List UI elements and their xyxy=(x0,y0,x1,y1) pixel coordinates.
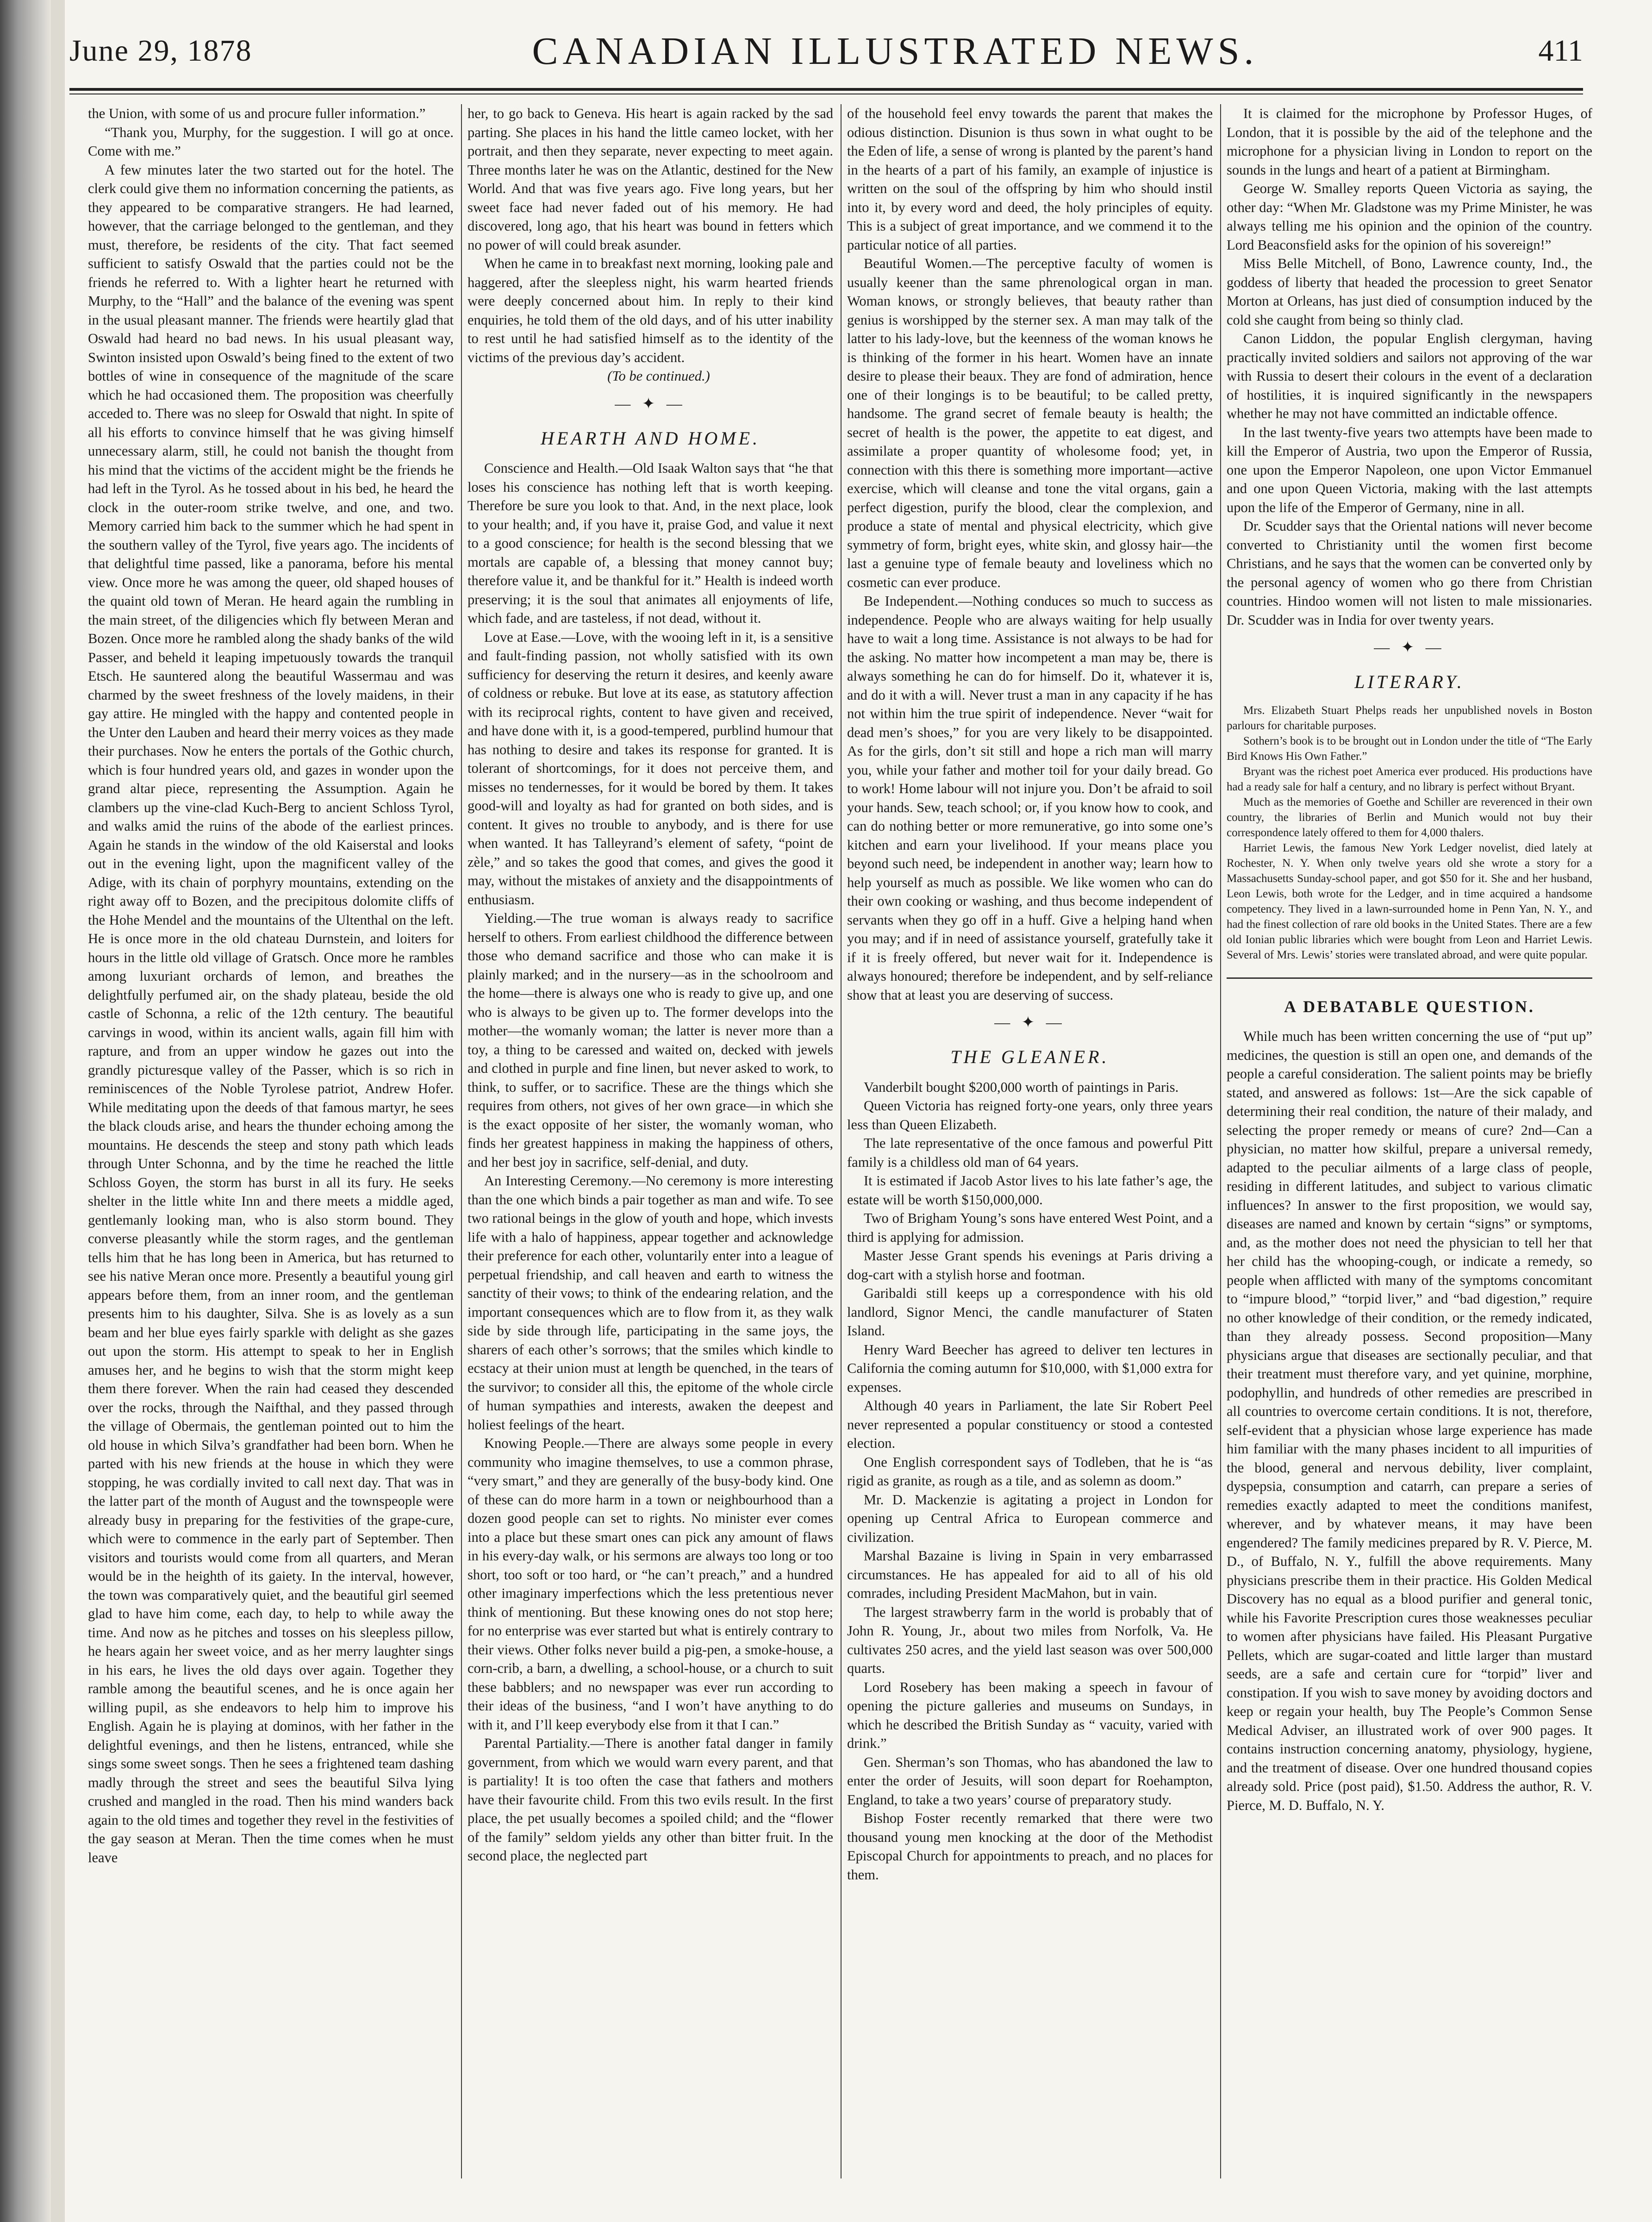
literary-notes xyxy=(1227,703,1592,963)
paragraph: Be Independent.—Nothing conduces so much to success as independence. People who are always waiting for help usually have to wait a long time. Assistance is not always to be had for the asking. No matter how incompetent a man may be, there is always something he can do for himself. Do it, whatever it is, and do it with a will. Never trust a man in any capacity if he has not within him the true spirit of independence. Never “wait for dead men’s shoes,” for you are very likely to be disappointed. As for the girls, don’t sit still and hope a rich man will marry you, while your father and mother toil for your daily bread. Go to work! Home labour will not injure you. Don’t be afraid to soil your hands. Sew, teach school; or, if you know how to cook, and can do nothing better or more remunerative, go into some one’s kitchen and earn your livelihood. If your means place you beyond such need, be independent in another way; learn how to help yourself as much as possible. We like women who can do their own cooking or washing, and thus become independent of servants when they go off in a huff. Give a helping hand when you may; and if in need of assistance yourself, gratefully take it if it is freely offered, but never wait for it. Independence is always honoured; therefore be independent, and by self-reliance show that at least you are deserving of success. xyxy=(847,593,1213,1003)
paragraph: of the household feel envy towards the parent that makes the odious distinction. Disunion is thus sown in what ought to be the Eden of life, a sense of wrong is planted by the parent’s hand in the hearts of a part of his family, an example of injustice is written on the soul of the offspring by him who should instil into it, by every word and deed, the holy principles of equity. This is a subject of great importance, and we commend it to the particular notice of all parties. xyxy=(847,106,1213,253)
paragraph: Dr. Scudder says that the Oriental nations will never become converted to Christianity until the women first become Christians, and he says that the women can be converted only by the personal agency of women who go there from Christian countries. Hindoo women will not listen to male missionaries. Dr. Scudder was in India for over twenty years. xyxy=(1227,518,1592,628)
to-be-continued: (To be continued.) xyxy=(607,368,710,384)
paragraph: Garibaldi still keeps up a correspondence with his old landlord, Signor Menci, the candle manufacturer of Staten Island. xyxy=(847,1285,1213,1339)
paragraph: Sothern’s book is to be brought out in London under the title of “The Early Bird Knows His Own Father.” xyxy=(1227,734,1592,763)
paragraph: Henry Ward Beecher has agreed to deliver ten lectures in California the coming autumn for $10,000, with $1,000 extra for expenses. xyxy=(847,1341,1213,1395)
paragraph: her, to go back to Geneva. His heart is again racked by the sad parting. She places in his hand the little cameo locket, with her portrait, and then they separate, never expecting to meet again. Three months later he was on the Atlantic, destined for the New World. And that was five years ago. Five long years, but her sweet face had never faded out of his memory. He had discovered, long ago, that his heart was bound in fetters which no power of will could break asunder. xyxy=(468,106,833,253)
ornament-divider: — ✦ — xyxy=(994,1014,1066,1031)
paragraph: When he came in to breakfast next morning, looking pale and haggered, after the sleepless night, his warm hearted friends were deeply concerned about him. In reply to their kind enquiries, he told them of the old days, and of his utter inability to rest until he had satisfied himself as to the identity of the victims of the previous day’s accident. xyxy=(468,256,833,365)
column-3 xyxy=(847,104,1213,2178)
paragraph: Beautiful Women.—The perceptive faculty of women is usually keener than the same phrenological organ in man. Woman knows, or strongly believes, that beauty rather than genius is worshipped by the sterner sex. A man may talk of the latter to his lady-love, but the keenness of the woman knows he is thinking of the former in his heart. Women have an innate desire to please their beaux. They are fond of admiration, hence one of their longings is to be beautiful; to be called pretty, handsome. The grand secret of female beauty is health; the secret of health is the power, the appetite to eat digest, and assimilate a proper quantity of wholesome food; yet, in connection with this there is something more important—active exercise, which will cleanse and tone the vital organs, gain a perfect digestion, purify the blood, clear the complexion, and produce a state of mental and physical electricity, which give symmetry of form, bright eyes, white skin, and glossy hair—the last a genuine type of female beauty and loveliness which no cosmetic can ever produce. xyxy=(847,256,1213,590)
paragraph: Canon Liddon, the popular English clergyman, having practically invited soldiers and sailors not approving of the war with Russia to desert their colours in the event of a declaration of hostilities, it is inquired significantly in the newspapers whether he may not have committed an indictable offence. xyxy=(1227,331,1592,421)
paragraph: A few minutes later the two started out for the hotel. The clerk could give them no information concerning the patients, as they appeared to be comparative strangers. He had learned, however, that the carriage belonged to the gentleman, and they must, therefore, be residents of the city. That fact seemed sufficient to satisfy Oswald that the parties could not be the friends he referred to. With a lighter heart he returned with Murphy, to the “Hall” and the balance of the evening was spent in the usual pleasant manner. The friends were heartily glad that Oswald had heard no bad news. In his usual pleasant way, Swinton insisted upon Oswald’s being fined to the extent of two bottles of wine in consequence of the magnitude of the scare which he had occasioned them. The proposition was cheerfully acceded to. There was no sleep for Oswald that night. In spite of all his efforts to convince himself that he was giving himself unnecessary alarm, still, he could not banish the thought from his mind that the victims of the accident might be the friends he had left in the Tyrol. As he tossed about in his bed, he heard the clock in the outer-room strike twelve, and one, and two. Memory carried him back to the summer which he had spent in the southern valley of the Tyrol, five years ago. The incidents of that delightful time passed, like a panorama, before his mental view. Once more he was among the queer, old shaped houses of the quaint old town of Meran. He heard again the rumbling in the main street, of the diligencies which fly between Meran and Bozen. Once more he rambled along the shady banks of the wild Passer, and beheld it leaping impetuously towards the tranquil Etsch. He sauntered along the beautiful Wassermau and was charmed by the sweet freshness of the lovely maidens, in their gay attire. He mingled with the happy and contented people in the Unter den Lauben and heard their merry voices as they made their purchases. Now he enters the portals of the Gothic church, which is four hundred years old, and gazes in wonder upon the grand altar piece, representing the Assumption. Again he clambers up the vine-clad Kuch-Berg to ancient Schloss Tyrol, and walks amid the ruins of the abode of the earliest princes. Again he stands in the window of the old Kaiserstal and looks out in the evening light, upon the magnificent valley of the Adige, with its chain of porphyry mountains, extending on the right away off to Bozen, and the precipitous dolomite cliffs of the Hohe Mendel and the mountains of the Ultenthal on the left. He is once more in the old chateau Durnstein, and loiters for hours in the little old village of Gratsch. Once more he rambles among luxuriant orchards of lemon, and breathes the delightfully perfumed air, on the shady plateau, beside the old castle of Schonna, a relic of the 12th century. The beautiful carvings in wood, within its ancient walls, again fill him with rapture, and from an upper window he gazes out into the grandly picturesque valley of the Passer, which is so rich in reminiscences of the Noble Tyrolese patriot, Andrew Hofer. While meditating upon the deeds of that famous martyr, he sees the black clouds arise, and hears the thunder echoing among the mountains. He descends the steep and stony path which leads through Unter Schonna, and by the time he reached the little Schloss Goyen, the storm has burst in all its fury. He seeks shelter in the little white Inn and there meets a middle aged, gentlemanly looking man, who is also storm bound. They converse pleasantly while the storm rages, and the gentleman tells him that he has long been in America, but has returned to see his native Meran once more. Presently a beautiful young girl appears before them, from an inner room, and the gentleman presents him to his daughter, Silva. She is as lovely as a sun beam and her blue eyes fairly sparkle with delight as she gazes out upon the storm. His attempt to speak to her in English amuses her, and he begins to wish that the storm might keep them there forever. When the rain had ceased they descended over the rocks, through the Naifthal, and they passed through the village of Obermais, the gentleman pointed out to him the old house in which Silva’s grandfather had been born. When he parted with his new friends at the house in which they were stopping, he was cordially invited to call next day. That was in the latter part of the month of August and the townspeople were already busy in preparing for the festivities of the grape-cure, which were to commence in the early part of September. Then visitors and tourists would come from all quarters, and Meran would be in the heighth of its gaiety. In the interval, however, the town was comparatively quiet, and the beautiful girl seemed glad to have him come, each day, to help to while away the time. And now as he pitches and tosses on his sleepless pillow, he hears again her sweet voice, and as her merry laughter sings in his ears, he lives the old days over again. Together they ramble among the beautiful scenes, and he is once again her willing pupil, as she endeavors to help him to improve his English. Again he is playing at dominos, with her father in the delightful evenings, and then he listens, entranced, while she sings some sweet songs. Then he sees a frightened team dashing madly through the street and sees the beautiful Silva lying crushed and mangled in the road. Then his mind wanders back again to the old times and together they revel in the festivities of the gay season at Meran. Then the time comes when he must leave xyxy=(88,162,454,1865)
story-continuation xyxy=(88,104,454,1867)
paragraph: It is claimed for the microphone by Professor Huges, of London, that it is possible by the aid of the telephone and the microphone for a physician living in London to report on the sounds in the lungs and heart of a patient at Birmingham. xyxy=(1227,106,1592,178)
paragraph: Two of Brigham Young’s sons have entered West Point, and a third is applying for admission. xyxy=(847,1210,1213,1245)
column-1 xyxy=(88,104,454,2178)
section-rule xyxy=(1227,977,1592,982)
paragraph: Miss Belle Mitchell, of Bono, Lawrence county, Ind., the goddess of liberty that headed the procession to greet Senator Morton at Orleans, has just died of consumption induced by the cold she caught from being so thinly clad. xyxy=(1227,256,1592,328)
scan-margin xyxy=(51,0,65,2222)
paragraph: Queen Victoria has reigned forty-one years, only three years less than Queen Elizabeth. xyxy=(847,1098,1213,1133)
paragraph: Knowing People.—There are always some people in every community who imagine themselves, to use a common phrase, “very smart,” and they are generally of the busy-body kind. One of these can do more harm in a town or neighbourhood than a dozen good people can set to rights. No minister ever comes into a place but these smart ones can pick any amount of flaws in his every-day walk, or his sermons are always too long or too short, too soft or too hard, or “he can’t preach,” and a hundred other imaginary imperfections which the less pretentious never think of mentioning. But these knowing ones do not stop here; for no enterprise was ever started but what is entirely contrary to their views. Other folks never build a pig-pen, a smoke-house, a corn-crib, a barn, a dwelling, a school-house, or a church to suit these babblers; and no newspaper was ever run according to their ideas of the business, “and I won’t have anything to do with it, and I’ll keep everybody else from it that I can.” xyxy=(468,1435,833,1733)
column-rule xyxy=(461,104,462,2178)
paragraph: Although 40 years in Parliament, the late Sir Robert Peel never represented a popular constituency or stood a contested election. xyxy=(847,1398,1213,1451)
paragraph: One English correspondent says of Todleben, that he is “as rigid as granite, as rough as a tile, and as solemn as doom.” xyxy=(847,1454,1213,1489)
paragraph: While much has been written concerning the use of “put up” medicines, the question is still an open one, and demands of the people a careful consideration. The salient points may be briefly stated, and answered as follows: 1st—Are the sick capable of determining their real condition, the nature of their malady, and selecting the proper remedy or means of cure? 2nd—Can a physician, no matter how skilful, prepare a universal remedy, adapted to the peculiar ailments of a large class of people, residing in different latitudes, and subject to various climatic influences? In answer to the first proposition, we would say, diseases are named and known by certain “signs” or symptoms, and, as the mother does not need the physician to tell her that her child has the whooping-cough, or indicate a remedy, so people when afflicted with many of the symptoms concomitant to “impure blood,” “torpid liver,” and “bad digestion,” require no other knowledge of their condition, or the remedy indicated, than they already possess. Second proposition—Many physicians argue that diseases are sectionally peculiar, and that their treatment must therefore vary, and yet quinine, morphine, podophyllin, and hundreds of other remedies are prescribed in all countries to overcome certain conditions. It is not, therefore, self-evident that a physician whose large experience has made him familiar with the many phases incident to all impurities of the blood, general and nervous debility, liver complaint, dyspepsia, consumption and catarrh, can prepare a series of remedies exactly adapted to meet the conditions manifest, wherever, and by whatever means, it may have been engendered? The family medicines prepared by R. V. Pierce, M. D., of Buffalo, N. Y., fulfill the above requirements. Many physicians prescribe them in their practice. His Golden Medical Discovery has no equal as a blood purifier and general tonic, while his Favorite Prescription cures those weaknesses peculiar to women after physicians have failed. His Pleasant Purgative Pellets, which are sugar-coated and little larger than mustard seeds, are a safe and certain cure for “torpid” liver and constipation. If you wish to save money by avoiding doctors and keep or regain your health, buy The People’s Common Sense Medical Adviser, an illustrated work of over 900 pages. It contains instruction concerning anatomy, physiology, hygiene, and the treatment of disease. Over one hundred thousand copies already sold. Price (post paid), $1.50. Address the author, R. V. Pierce, M. D. Buffalo, N. Y. xyxy=(1227,1028,1592,1813)
paragraph: The late representative of the once famous and powerful Pitt family is a childless old man of 64 years. xyxy=(847,1135,1213,1170)
column-2 xyxy=(468,104,833,2178)
paragraph: the Union, with some of us and procure fuller information.” xyxy=(88,106,426,121)
paragraph: Bryant was the richest poet America ever produced. His productions have had a ready sale for half a century, and no library is perfect without Bryant. xyxy=(1227,765,1592,793)
masthead xyxy=(69,23,1583,79)
column-rule xyxy=(1220,104,1221,2178)
paragraph: The largest strawberry farm in the world is probably that of John R. Young, Jr., about two miles from Norfolk, Va. He cultivates 250 acres, and the yield last season was over 500,000 quarts. xyxy=(847,1604,1213,1676)
story-end xyxy=(468,104,833,367)
paragraph: Mr. D. Mackenzie is agitating a project in London for opening up Central Africa to European commerce and civilization. xyxy=(847,1491,1213,1545)
scan-binding-shadow xyxy=(0,0,51,2222)
page-number: 411 xyxy=(1538,34,1583,68)
issue-date: June 29, 1878 xyxy=(69,34,252,68)
paragraph: Marshal Bazaine is living in Spain in very embarrassed circumstances. He has appealed for aid to all of his old comrades, including President MacMahon, but in vain. xyxy=(847,1548,1213,1601)
paragraph: Mrs. Elizabeth Stuart Phelps reads her unpublished novels in Boston parlours for charitable purposes. xyxy=(1227,704,1592,732)
debatable-question-article xyxy=(1227,1027,1592,1815)
ornament-divider: — ✦ — xyxy=(615,395,686,413)
paragraph: Master Jesse Grant spends his evenings at Paris driving a dog-cart with a stylish horse and footman. xyxy=(847,1248,1213,1283)
paragraph: In the last twenty-five years two attempts have been made to kill the Emperor of Austria, two upon the Emperor of Russia, one upon the Emperor Napoleon, one upon Victor Emmanuel and one upon Queen Victoria, making with the last attempts upon the life of the Emperor of Germany, nine in all. xyxy=(1227,424,1592,515)
paragraph: Harriet Lewis, the famous New York Ledger novelist, died lately at Rochester, N. Y. When only twelve years old she wrote a story for a Massachusetts Sunday-school paper, and got $50 for it. She and her husband, Leon Lewis, both wrote for the Ledger, and in time acquired a handsome competency. They lived in a lawn-surrounded home in Penn Yan, N. Y., and had the finest collection of rare old books in the United States. There are a few old Ionian public libraries which were bought from Leon and Harriet Lewis. Several of Mrs. Lewis’ stories were translated abroad, and were quite popular. xyxy=(1227,841,1592,961)
ornament-divider: — ✦ — xyxy=(1374,639,1445,656)
gleaner-items xyxy=(847,1078,1213,1884)
paragraph: Love at Ease.—Love, with the wooing left in it, is a sensitive and fault-finding passion, not wholly satisfied with its own sufficiency for deserving the return it desires, and keenly aware of coldness or rebuke. But love at its ease, as statutory affection with its reciprocal rights, content to have given and received, and have done with it, is a good-tempered, purblind humour that has nothing to desire and takes its response for granted. It is tolerant of shortcomings, for it does not perceive them, and misses no tendernesses, for it would be bored by them. It takes good-will and loyalty as had for granted on both sides, and is content. It gives no trouble to anybody, and is there for use when wanted. It has Talleyrand’s element of safety, “point de zèle,” and so takes the good that comes, and gives the good it may, without the mistakes of anxiety and the disappointments of enthusiasm. xyxy=(468,629,833,908)
paragraph: An Interesting Ceremony.—No ceremony is more interesting than the one which binds a pair together as man and wife. To see two rational beings in the glow of youth and hope, which invests life with a halo of happiness, appear together and acknowledge their preference for each other, voluntarily enter into a league of perpetual friendship, and call heaven and earth to witness the sanctity of their vows; to think of the endearing relation, and the important consequences which are to flow from it, as they walk side by side through life, participating in the same joys, the sharers of each other’s sorrows; that the smiles which kindle to ecstacy at their union must at length be quenched, in the tears of the survivor; to consider all this, the epitome of the whole circle of human sympathies and interests, awaken the deepest and holiest feelings of the heart. xyxy=(468,1173,833,1433)
newspaper-title: CANADIAN ILLUSTRATED NEWS. xyxy=(532,29,1259,73)
column-4 xyxy=(1227,104,1592,2178)
section-heading-the-gleaner: THE GLEANER. xyxy=(950,1046,1110,1067)
paragraph: Conscience and Health.—Old Isaak Walton says that “he that loses his conscience has nothing left that is worth keeping. Therefore be sure you look to that. And, in the next place, look to your health; and, if you have it, praise God, and value it next to a good conscience; for health is the second blessing that we mortals are capable of, a blessing that money cannot buy; therefore value it, and be thankful for it.” Health is indeed worth preserving; it is the soul that animates all enjoyments of life, which fade, and are tasteless, if not dead, without it. xyxy=(468,460,833,626)
gleaner-items-continued xyxy=(1227,104,1592,629)
paragraph: “Thank you, Murphy, for the suggestion. I will go at once. Come with me.” xyxy=(88,124,454,159)
paragraph: Much as the memories of Goethe and Schiller are reverenced in their own country, the libraries of Berlin and Munich would not buy their correspondence lately offered to them for 4,000 thalers. xyxy=(1227,795,1592,839)
paragraph: George W. Smalley reports Queen Victoria as saying, the other day: “When Mr. Gladstone was my Prime Minister, he was always telling me his opinion and the opinion of the country. Lord Beaconsfield asks for the opinion of his sovereign!” xyxy=(1227,181,1592,253)
paragraph: Bishop Foster recently remarked that there were two thousand young men knocking at the door of the Methodist Episcopal Church for appointments to preach, and no places for them. xyxy=(847,1810,1213,1883)
paragraph: Gen. Sherman’s son Thomas, who has abandoned the law to enter the order of Jesuits, will soon depart for Roehampton, England, to take a two years’ course of preparatory study. xyxy=(847,1754,1213,1808)
masthead-rule xyxy=(69,88,1583,91)
section-heading-debatable-question: A DEBATABLE QUESTION. xyxy=(1284,997,1535,1016)
paragraph: Yielding.—The true woman is always ready to sacrifice herself to others. From earliest childhood the difference between those who demand sacrifice and those who can make it is plainly marked; and in the nursery—as in the schoolroom and the home—there is always one who is ready to give up, and one who is always to be given up to. The former develops into the mother—the womanly woman; the latter is never more than a toy, a thing to be caressed and waited on, decked with jewels and clothed in purple and fine linen, but never asked to work, to think, to suffer, or to sacrifice. These are the things which she requires from others, not gives of her own grace—in which she is the exact opposite of her sister, the womanly woman, who finds her greatest happiness in making the happiness of others, and her best joy in sacrifice, self-denial, and duty. xyxy=(468,910,833,1170)
paragraph: Lord Rosebery has been making a speech in favour of opening the picture galleries and museums on Sundays, in which he described the British Sunday as “ vacuity, varied with drink.” xyxy=(847,1679,1213,1751)
hearth-and-home-articles xyxy=(468,459,833,1865)
paragraph: Vanderbilt bought $200,000 worth of paintings in Paris. xyxy=(864,1079,1179,1095)
paragraph: Parental Partiality.—There is another fatal danger in family government, from which we would warn every parent, and that is partiality! It is too often the case that fathers and mothers have their favourite child. From this two evils result. In the first place, the pet usually becomes a spoiled child; and the “flower of the family” seldom yields any other than bitter fruit. In the second place, the neglected part xyxy=(468,1735,833,1864)
hearth-and-home-continued xyxy=(847,104,1213,1004)
column-rule xyxy=(841,104,842,2178)
section-heading-literary: LITERARY. xyxy=(1354,671,1465,692)
section-heading-hearth-and-home: HEARTH AND HOME. xyxy=(540,427,761,449)
paragraph: It is estimated if Jacob Astor lives to his late father’s age, the estate will be worth $150,000,000. xyxy=(847,1173,1213,1208)
